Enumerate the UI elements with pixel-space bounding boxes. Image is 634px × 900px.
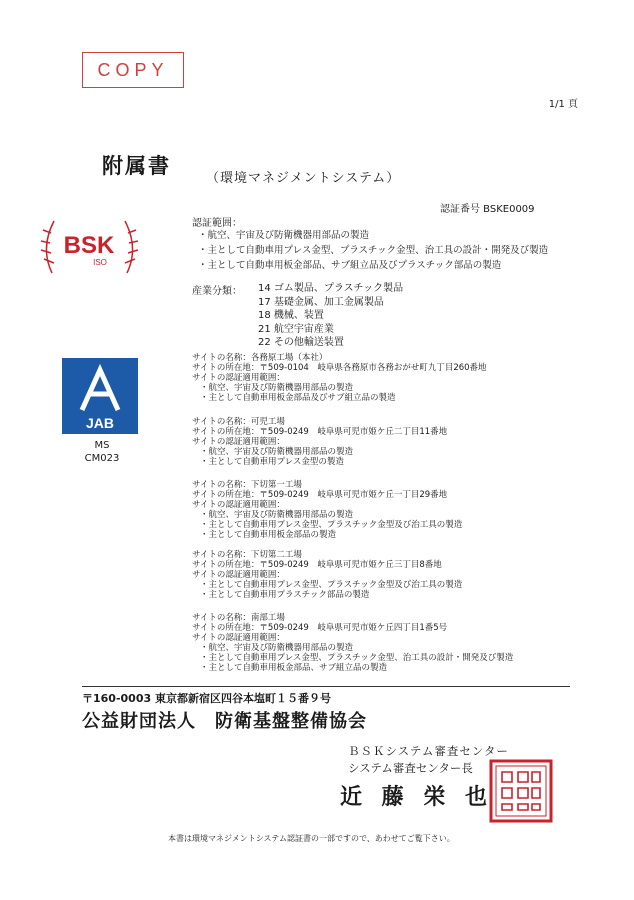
site-scope-label: サイトの認証適用範囲： [192, 373, 285, 383]
signature: 近 藤 栄 也 [340, 784, 493, 810]
industry-item: 14 ゴム製品、プラスチック製品 [258, 283, 404, 294]
divider [82, 686, 570, 687]
scope-label: 認証範囲： [192, 218, 242, 229]
site-scope-item: ・主として自動車用プレス金型の製造 [200, 457, 344, 467]
site-scope-item: ・航空、宇宙及び防衛機器用部品の製造 [200, 643, 354, 653]
site-name: サイトの名称：各務原工場（本社） [192, 353, 328, 363]
issuer-organization: 公益財団法人 防衛基盤整備協会 [82, 711, 367, 732]
site-address: サイトの所在地：〒509-0249 岐阜県可児市姫ケ丘二丁目11番地 [192, 427, 448, 437]
bsk-logo [32, 203, 147, 293]
bsk-logo-sub: ISO [93, 258, 107, 267]
scope-item: ・主として自動車用プレス金型、プラスチック金型、治工具の設計・開発及び製造 [198, 245, 549, 256]
accreditation-ms: MS [94, 440, 110, 451]
site-address: サイトの所在地：〒509-0249 岐阜県可児市姫ケ丘三丁目8番地 [192, 560, 442, 570]
site-scope-label: サイトの認証適用範囲： [192, 500, 285, 510]
copy-stamp: COPY [82, 52, 184, 88]
site-address: サイトの所在地：〒509-0104 岐阜県各務原市各務おがせ町九丁目260番地 [192, 363, 487, 373]
industry-item: 18 機械、装置 [258, 310, 324, 321]
site-block [192, 417, 447, 467]
site-scope-item: ・主として自動車用プラスチック部品の製造 [200, 590, 370, 600]
page-indicator: 1/1 頁 [548, 99, 578, 110]
page-subtitle: （環境マネジメントシステム） [206, 171, 401, 186]
bsk-logo-text: BSK [63, 232, 115, 259]
issuer-head-title: システム審査センター長 [348, 761, 473, 775]
accreditation-code: CM023 [84, 453, 120, 464]
footer-note: 本書は環境マネジメントシステム認証書の一部ですので、あわせてご覧下さい。 [168, 834, 455, 843]
scope-item: ・主として自動車用板金部品、サブ組立品及びプラスチック部品の製造 [198, 260, 502, 271]
site-name: サイトの名称：下切第二工場 [192, 550, 302, 560]
site-address: サイトの所在地：〒509-0249 岐阜県可児市姫ケ丘一丁目29番地 [192, 490, 448, 500]
site-scope-item: ・主として自動車用板金部品及びサブ組立品の製造 [200, 393, 396, 403]
page-title: 附属書 [102, 154, 171, 178]
site-block [192, 353, 487, 403]
site-scope-label: サイトの認証適用範囲： [192, 570, 285, 580]
site-scope-item: ・主として自動車用プレス金型、プラスチック金型及び治工具の製造 [200, 580, 463, 590]
issuer-center: ＢＳＫシステム審査センター [348, 744, 509, 758]
site-block [192, 613, 513, 673]
issuer-address: 〒160-0003 東京都新宿区四谷本塩町１５番９号 [82, 692, 331, 705]
site-name: サイトの名称：可児工場 [192, 417, 285, 427]
site-scope-item: ・航空、宇宙及び防衛機器用部品の製造 [200, 510, 354, 520]
jab-logo-text: JAB [85, 415, 115, 431]
industry-item: 17 基礎金属、加工金属製品 [258, 296, 384, 308]
site-name: サイトの名称：下切第一工場 [192, 480, 302, 490]
site-block [192, 480, 462, 540]
certificate-number: 認証番号 BSKE0009 [440, 204, 535, 215]
industry-label: 産業分類： [192, 286, 242, 297]
industry-item: 22 その他輸送装置 [258, 337, 344, 348]
accreditation-label [78, 439, 126, 465]
site-scope-label: サイトの認証適用範囲： [192, 633, 285, 643]
site-scope-label: サイトの認証適用範囲： [192, 437, 285, 447]
industry-item: 21 航空宇宙産業 [258, 323, 334, 335]
scope-list [198, 228, 548, 273]
official-seal-icon [488, 758, 554, 824]
site-block [192, 550, 462, 600]
site-scope-item: ・主として自動車用板金部品の製造 [200, 530, 337, 540]
site-scope-item: ・主として自動車用板金部品、サブ組立品の製造 [200, 663, 388, 673]
scope-item: ・航空、宇宙及び防衛機器用部品の製造 [198, 230, 370, 241]
site-scope-item: ・航空、宇宙及び防衛機器用部品の製造 [200, 447, 354, 457]
jab-logo [62, 358, 138, 434]
site-scope-item: ・主として自動車用プレス金型、プラスチック金型、治工具の設計・開発及び製造 [200, 653, 514, 663]
site-name: サイトの名称：南部工場 [192, 613, 285, 623]
site-scope-item: ・航空、宇宙及び防衛機器用部品の製造 [200, 383, 354, 393]
industry-list [258, 282, 403, 350]
site-scope-item: ・主として自動車用プレス金型、プラスチック金型及び治工具の製造 [200, 520, 463, 530]
site-address: サイトの所在地：〒509-0249 岐阜県可児市姫ケ丘四丁目1番5号 [192, 623, 448, 633]
